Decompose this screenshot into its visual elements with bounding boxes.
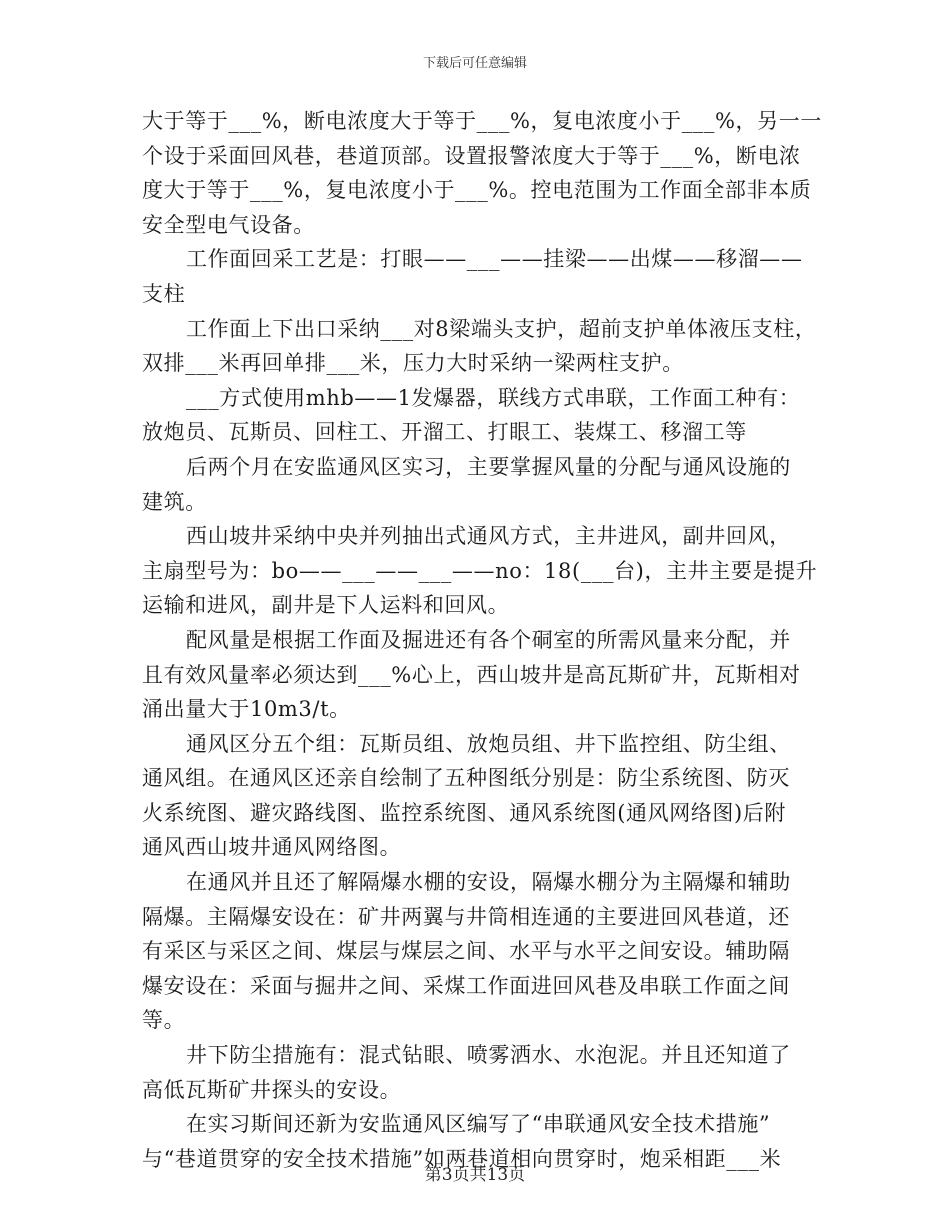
text-line: 度大于等于___%，复电浓度小于___%。控电范围为工作面全部非本质 bbox=[142, 178, 812, 203]
text-line: 运输和进风，副井是下人运料和回风。 bbox=[142, 593, 510, 618]
text-line: 双排___米再回单排___米，压力大时采纳一梁两柱支护。 bbox=[142, 351, 684, 376]
paragraph-start-line: 在实习斯间还新为安监通风区编写了“串联通风安全技术措施” bbox=[186, 1112, 771, 1137]
text-line: 主扇型号为：bo——___——___——no：18(___台)，主井主要是提升 bbox=[142, 558, 818, 583]
text-line: 与“巷道贯穿的安全技术措施”如两巷道相向贯穿时，炮采相距___米 bbox=[142, 1146, 782, 1171]
paragraph-start-line: 在通风并且还了解隔爆水棚的安设，隔爆水棚分为主隔爆和辅助 bbox=[186, 870, 791, 895]
text-line: 通风西山坡井通风网络图。 bbox=[142, 835, 402, 860]
paragraph-start-line: 工作面回采工艺是：打眼——___——挂梁——出煤——移溜—— bbox=[186, 247, 803, 272]
text-line: 放炮员、瓦斯员、回柱工、开溜工、打眼工、装煤工、移溜工等 bbox=[142, 420, 747, 445]
text-line: 隔爆。主隔爆安设在：矿井两翼与井筒相连通的主要进回风巷道，还 bbox=[142, 904, 790, 929]
paragraph-start-line: 通风区分五个组：瓦斯员组、放炮员组、井下监控组、防尘组、 bbox=[186, 731, 791, 756]
text-line: 爆安设在：采面与掘井之间、采煤工作面进回风巷及串联工作面之间 bbox=[142, 973, 790, 998]
text-line: 有采区与采区之间、煤层与煤层之间、水平与水平之间安设。辅助隔 bbox=[142, 939, 790, 964]
text-line: 涌出量大于10m3/t。 bbox=[142, 697, 351, 722]
paragraph-start-line: 西山坡井采纳中央并列抽出式通风方式，主井进风，副井回风， bbox=[186, 524, 791, 549]
paragraph-start-line: 配风量是根据工作面及掘进还有各个硐室的所需风量来分配，并 bbox=[186, 627, 791, 652]
text-line: 通风组。在通风区还亲自绘制了五种图纸分别是：防尘系统图、防灭 bbox=[142, 766, 790, 791]
paragraph-start-line: 井下防尘措施有：混式钻眼、喷雾洒水、水泡泥。并且还知道了 bbox=[186, 1043, 791, 1068]
document-body bbox=[142, 104, 822, 1176]
page-number-footer: 第3页共13页 bbox=[424, 1165, 526, 1185]
text-line: 等。 bbox=[142, 1008, 186, 1033]
paragraph-start-line: ___方式使用mhb——1发爆器，联线方式串联，工作面工种有： bbox=[186, 385, 801, 410]
text-line: 且有效风量率必须达到___%心上，西山坡井是高瓦斯矿井，瓦斯相对 bbox=[142, 662, 801, 687]
page-header: 下载后可任意编辑 bbox=[422, 56, 527, 71]
text-line: 高低瓦斯矿井探头的安设。 bbox=[142, 1077, 402, 1102]
text-line: 个设于采面回风巷，巷道顶部。设置报警浓度大于等于___%，断电浓 bbox=[142, 143, 801, 168]
text-line: 支柱 bbox=[142, 281, 186, 306]
text-line: 火系统图、避灾路线图、监控系统图、通风系统图(通风网络图)后附 bbox=[142, 800, 786, 825]
paragraph-start-line: 后两个月在安监通风区实习，主要掌握风量的分配与通风设施的 bbox=[186, 454, 791, 479]
text-line: 建筑。 bbox=[142, 489, 207, 514]
text-line: 大于等于___%，断电浓度大于等于___%，复电浓度小于___%，另一一 bbox=[142, 109, 822, 133]
text-line: 安全型电气设备。 bbox=[142, 212, 315, 237]
paragraph-start-line: 工作面上下出口采纳___对8梁端头支护，超前支护单体液压支柱， bbox=[186, 316, 817, 341]
